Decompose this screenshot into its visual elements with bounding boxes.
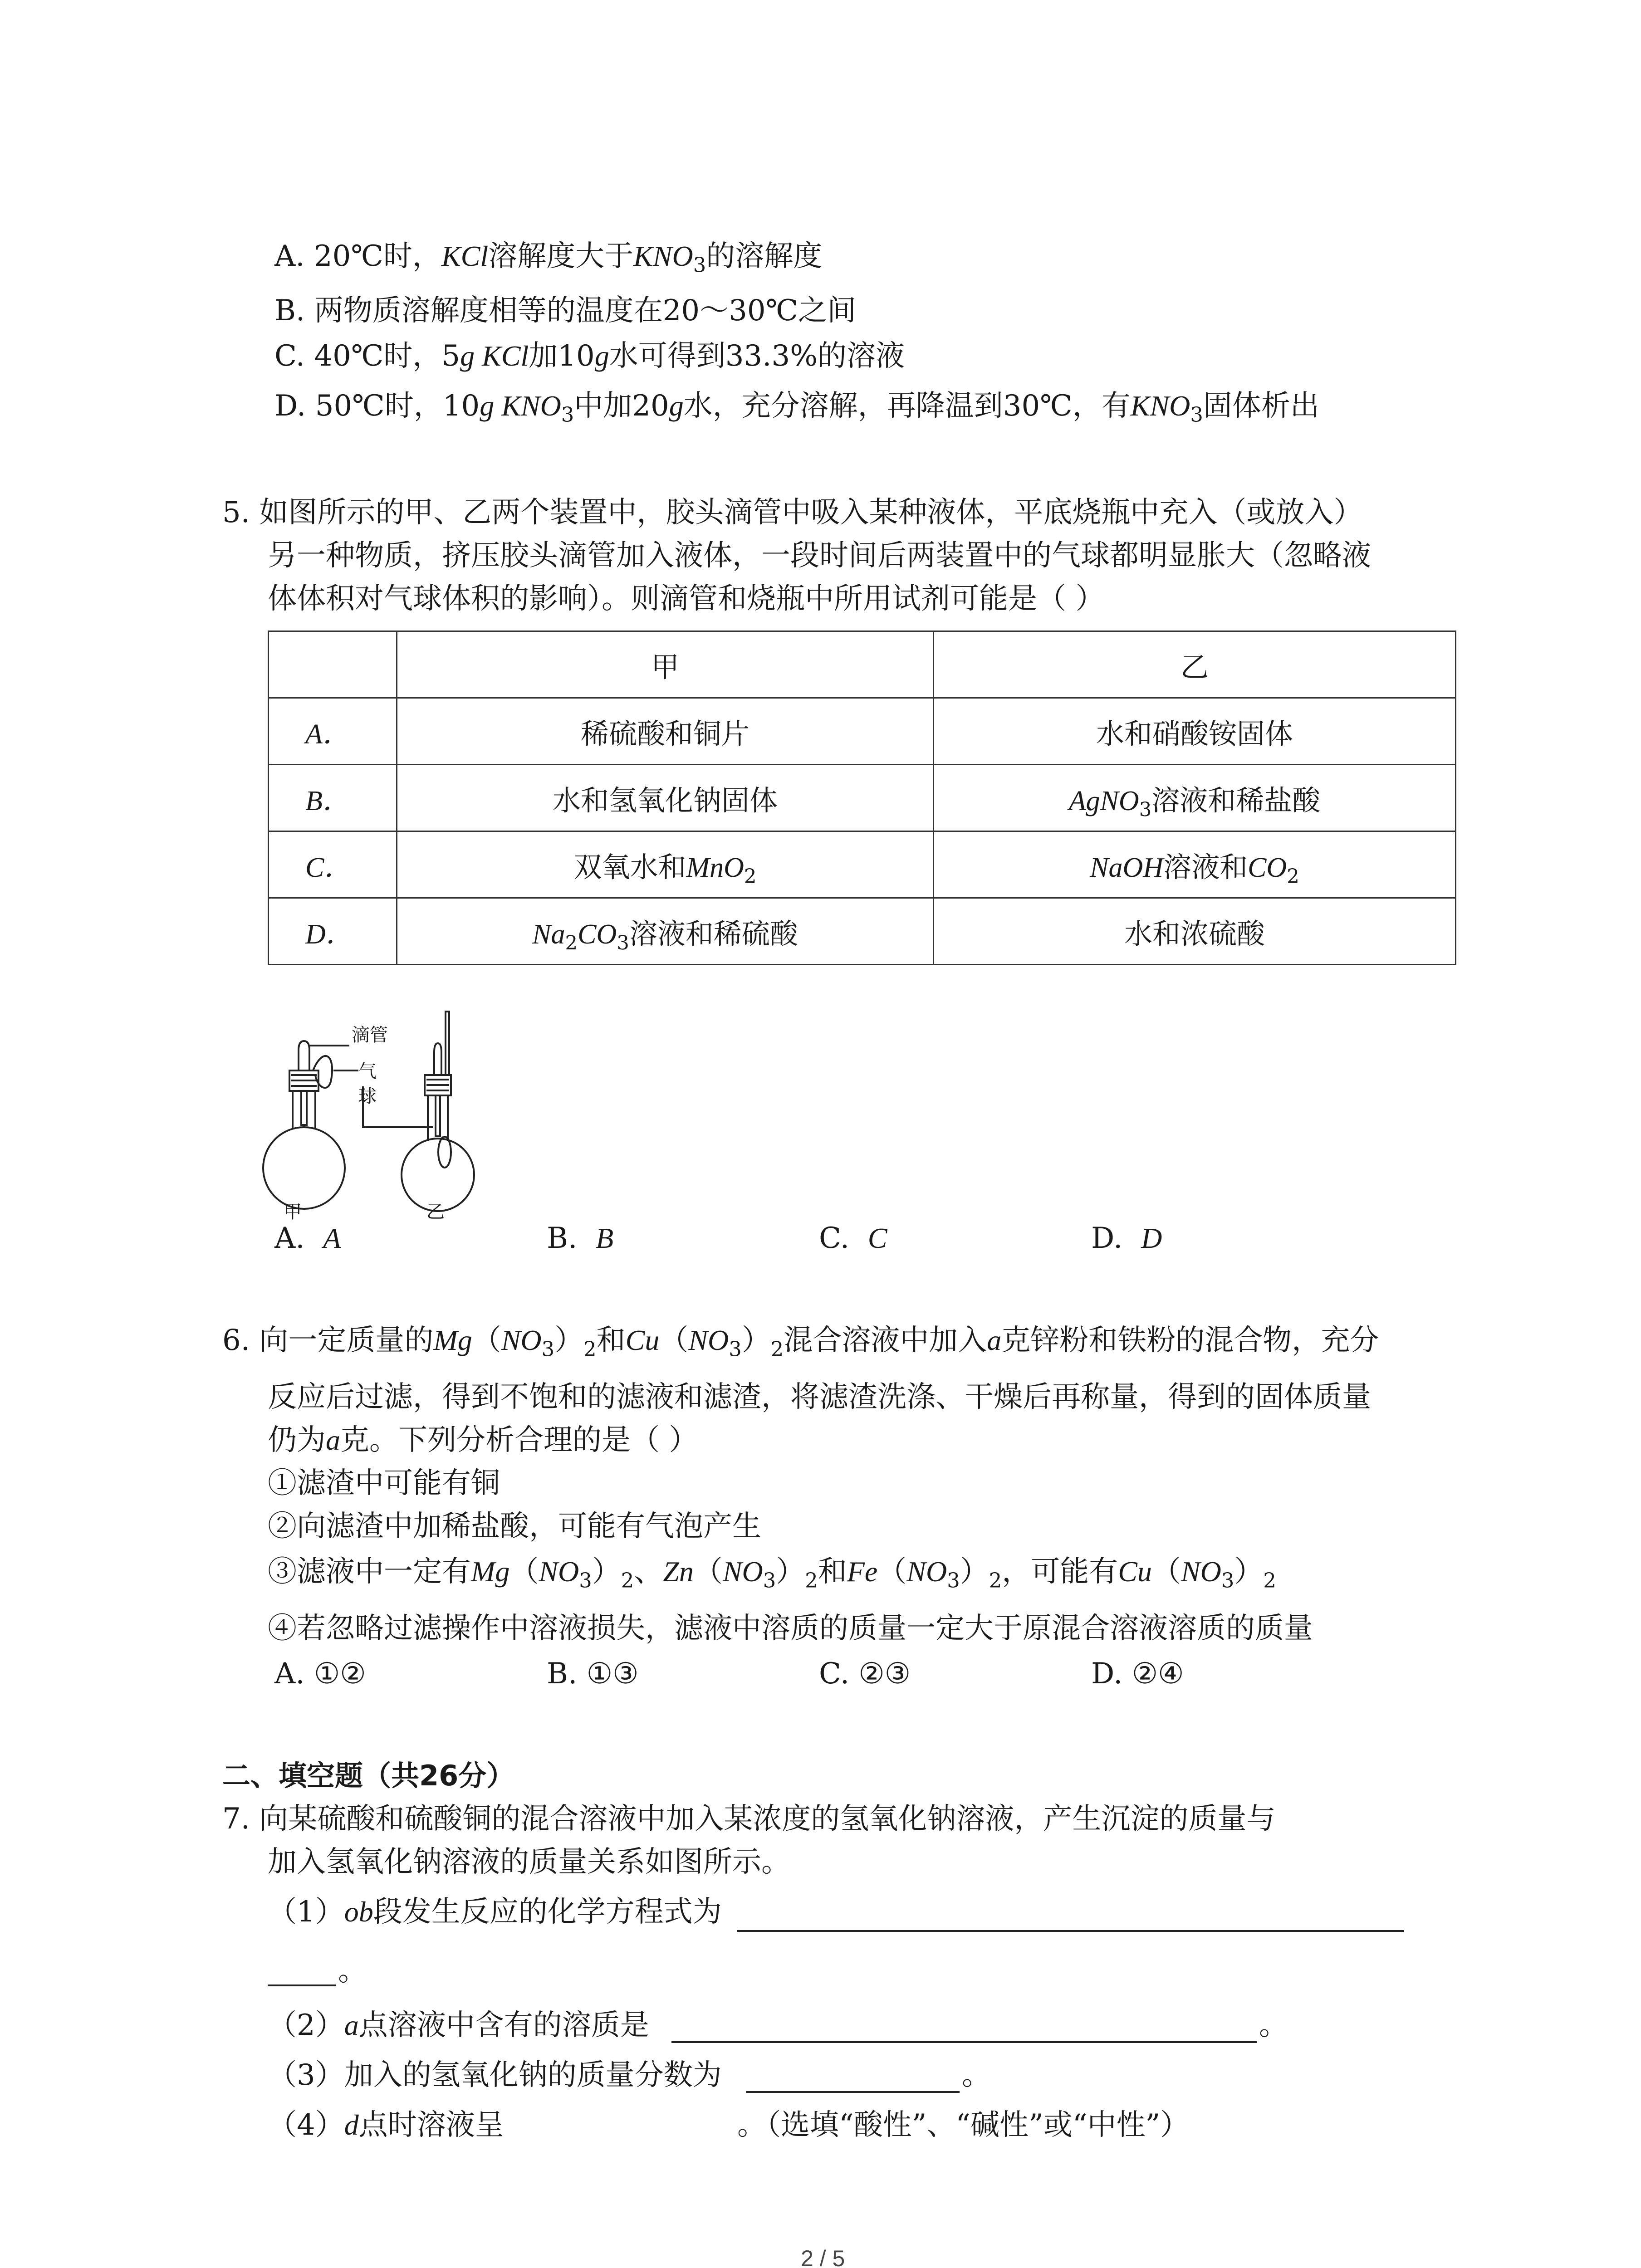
- table-row: [269, 765, 1456, 831]
- table-row: [269, 831, 1456, 898]
- section-title: 二、填空题（共26分）: [222, 1759, 515, 1792]
- q5-stem-line2: 另一种物质，挤压胶头滴管加入液体，一段时间后两装置中的气球都明显胀大（忽略液: [268, 539, 1371, 572]
- flask-yi-neck: [428, 1089, 448, 1141]
- q5-choice-b: B. B: [547, 1222, 614, 1255]
- q5-options-table: [268, 631, 1456, 965]
- cell-yi: 水和浓硫酸: [934, 898, 1456, 965]
- q6-choice-d: D. ②④: [1091, 1657, 1184, 1691]
- q6-stem-line3: 仍为a克。下列分析合理的是（ ）: [268, 1423, 698, 1457]
- tube-yi: [446, 1012, 449, 1075]
- q5-choice-d: D. D: [1091, 1222, 1162, 1255]
- q7-stem-line2: 加入氢氧化钠溶液的质量关系如图所示。: [268, 1845, 790, 1879]
- q6-statement-1: ①滤渣中可能有铜: [268, 1466, 500, 1500]
- q6-choice-a: A. ①②: [274, 1657, 366, 1691]
- cell-jia: 双氧水和MnO$_2$: [397, 831, 934, 898]
- q7-stem-line1: 7. 向某硫酸和硫酸铜的混合溶液中加入某浓度的氢氧化钠溶液，产生沉淀的质量与: [222, 1802, 1276, 1836]
- q7-part-3: （3）加入的氢氧化钠的质量分数为: [268, 2058, 722, 2092]
- q6-stem-line2: 反应后过滤，得到不饱和的滤液和滤渣，将滤渣洗涤、干燥后再称量，得到的固体质量: [268, 1380, 1371, 1414]
- q6-choice-c: C. ②③: [819, 1657, 911, 1691]
- cell-jia: 稀硫酸和铜片: [397, 698, 934, 765]
- q6-statement-3: ③滤液中一定有$Mg(NO_3)_2$、$Zn(NO_3)_2$和$Fe(NO_3)_2$，可能有$Cu(NO_3)_2$: [268, 1555, 1276, 1593]
- q4-option-d: D. 50℃时，10g $KNO_3$中加20g水，充分溶解，再降温到30℃，有$KNO_3$固体析出: [274, 389, 1319, 427]
- label-yi: 乙: [426, 1202, 445, 1222]
- cell-yi: AgNO$_3$溶液和稀盐酸: [934, 765, 1456, 831]
- cell-yi: NaOH溶液和$CO_2$: [934, 831, 1456, 898]
- dropper-jia-tube: [301, 1091, 307, 1125]
- page-number: 2 / 5: [801, 2246, 845, 2268]
- flask-jia-bulb: [263, 1127, 345, 1209]
- dropper-yi-bulb: [434, 1043, 441, 1075]
- table-row: [269, 698, 1456, 765]
- q5-choice-c: C. C: [819, 1222, 887, 1255]
- q6-statement-2: ②向滤渣中加稀盐酸，可能有气泡产生: [268, 1510, 761, 1543]
- balloon-yi: [438, 1137, 451, 1168]
- q7-part-1-end: 。: [338, 1954, 367, 1988]
- row-label: C．: [269, 831, 397, 898]
- table-header-row: [269, 631, 1456, 698]
- q7-part-2: （2）a点溶液中含有的溶质是: [268, 2009, 649, 2042]
- q4-option-a: A. 20℃时，KCl溶解度大于$KNO_3$的溶解度: [274, 240, 823, 277]
- q7-part-3-end: 。: [962, 2058, 991, 2092]
- q6-statement-4: ④若忽略过滤操作中溶液损失，滤液中溶质的质量一定大于原混合溶液溶质的质量: [268, 1612, 1313, 1645]
- answer-blank-3[interactable]: [746, 2091, 960, 2093]
- answer-blank-1b[interactable]: [268, 1984, 336, 1986]
- q5-stem-line3: 体体积对气球体积的影响）。则滴管和烧瓶中所用试剂可能是（ ）: [268, 582, 1105, 616]
- table-header-jia: 甲: [397, 631, 934, 698]
- cell-jia: 水和氢氧化钠固体: [397, 765, 934, 831]
- row-label: A．: [269, 698, 397, 765]
- row-label: D．: [269, 898, 397, 965]
- answer-blank-4[interactable]: [535, 2141, 735, 2143]
- cell-jia: $Na_2CO_3$溶液和稀硫酸: [397, 898, 934, 965]
- table-header-yi: 乙: [934, 631, 1456, 698]
- q6-choice-b: B. ①③: [547, 1657, 639, 1691]
- q7-part-1: （1）ob段发生反应的化学方程式为: [268, 1895, 722, 1929]
- dropper-jia-bulb: [299, 1041, 309, 1070]
- q7-part-4-options: 。（选填“酸性”、“碱性”或“中性”）: [737, 2108, 1190, 2142]
- q4-option-c: C. 40℃时，5g KCl加10g水可得到33.3%的溶液: [274, 339, 905, 373]
- table-row: [269, 898, 1456, 965]
- q7-part-2-end: 。: [1259, 2009, 1288, 2042]
- cell-yi: 水和硝酸铵固体: [934, 698, 1456, 765]
- q6-stem-line1: 6. 向一定质量的$Mg(NO_3)_2$和$Cu(NO_3)_2$混合溶液中加入a克锌粉和铁粉的混合物，充分: [222, 1324, 1379, 1361]
- q5-choice-a: A. A: [274, 1222, 341, 1255]
- label-balloon-2: 球: [358, 1086, 377, 1107]
- q4-option-b: B. 两物质溶解度相等的温度在20～30℃之间: [274, 294, 857, 327]
- label-balloon-1: 气: [358, 1061, 377, 1082]
- answer-blank-1a[interactable]: [737, 1930, 1404, 1932]
- q7-part-4: （4）d点时溶液呈: [268, 2108, 504, 2142]
- label-dropper: 滴管: [352, 1025, 388, 1046]
- table-header-empty: [269, 631, 397, 698]
- q5-stem-line1: 5. 如图所示的甲、乙两个装置中，胶头滴管中吸入某种液体，平底烧瓶中充入（或放入）: [222, 496, 1363, 529]
- answer-blank-2[interactable]: [671, 2041, 1257, 2043]
- row-label: B．: [269, 765, 397, 831]
- label-jia: 甲: [284, 1202, 302, 1222]
